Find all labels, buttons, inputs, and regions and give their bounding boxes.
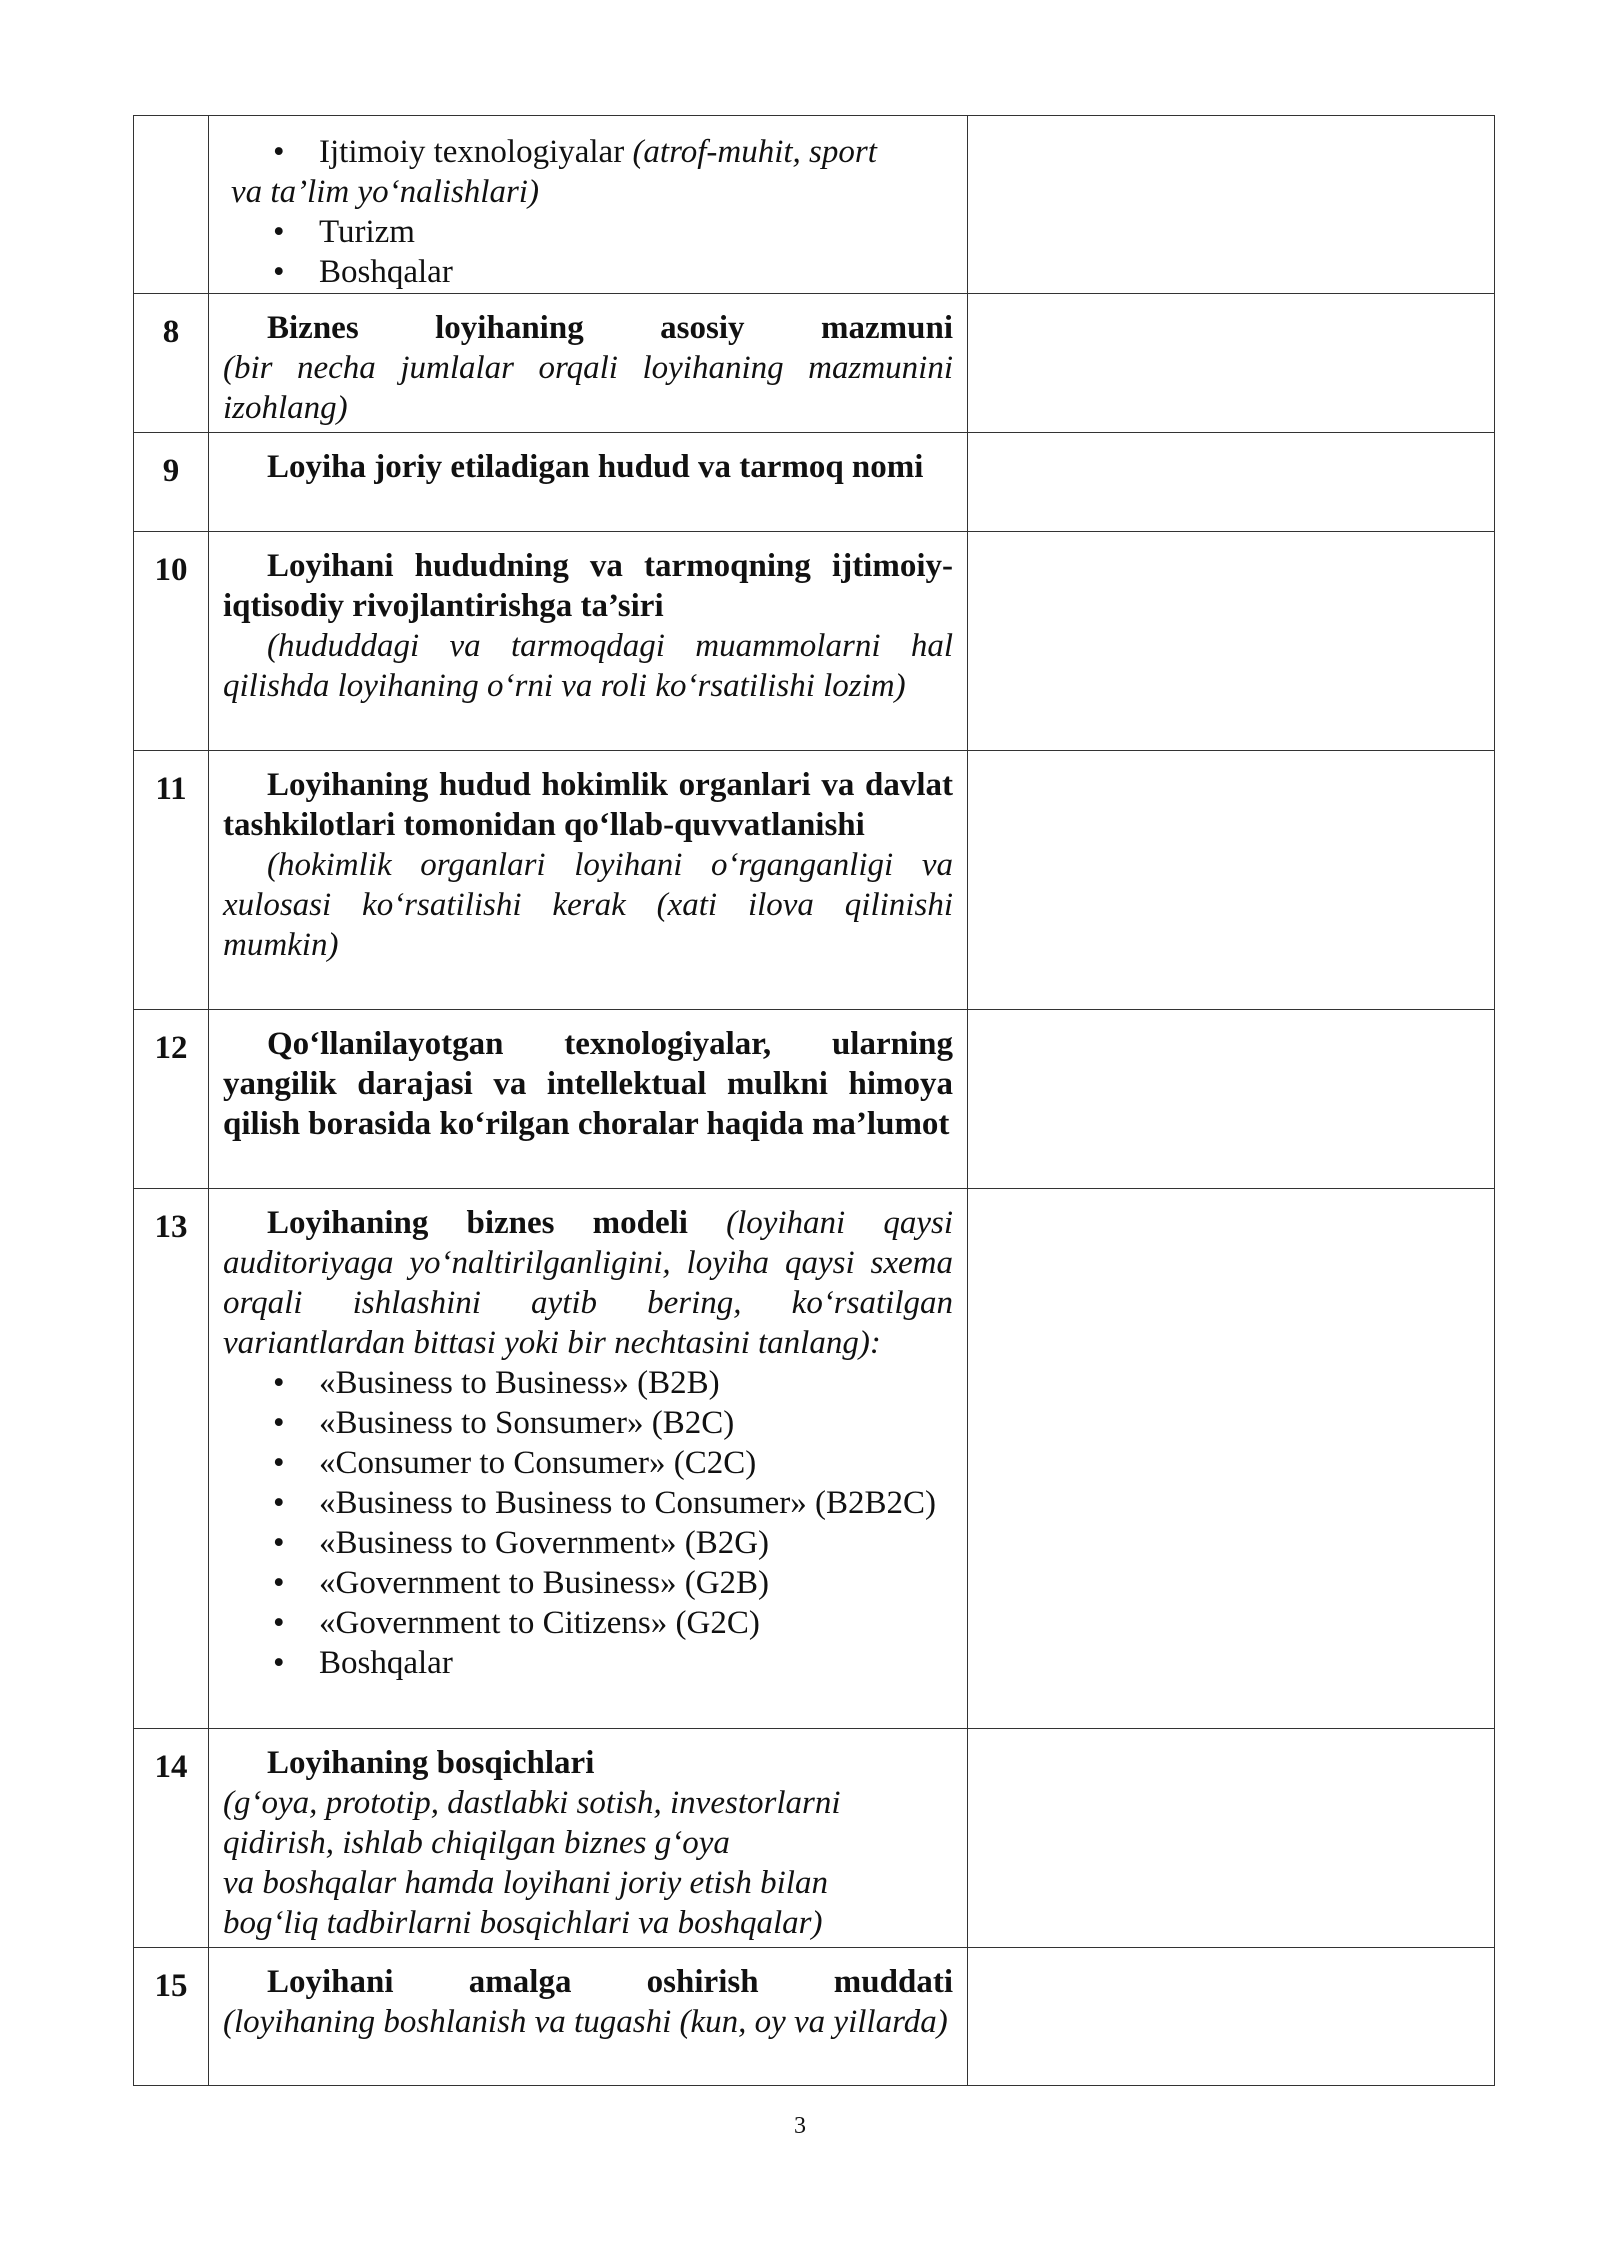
row-note-line: va boshqalar hamda loyihani joriy etish bilan <box>223 1865 828 1901</box>
row-content-cell <box>209 532 968 751</box>
bullet-icon: • <box>273 214 285 250</box>
row-note-line: (g‘oya, prototip, dastlabki sotish, investorlarni <box>223 1785 841 1821</box>
bullet-list <box>223 212 953 292</box>
bullet-icon: • <box>273 1405 285 1441</box>
table-row <box>134 751 1495 1010</box>
table-row <box>134 294 1495 433</box>
row-number-cell: 12 <box>134 1010 209 1189</box>
row-number-cell: 10 <box>134 532 209 751</box>
row-number-cell: 13 <box>134 1189 209 1729</box>
answer-cell[interactable] <box>968 1010 1495 1189</box>
row-title: Loyihaning hudud hokimlik organlari va davlat tashkilotlari tomonidan qo‘llab-quvvatlanishi <box>223 767 953 843</box>
row-content-cell <box>209 1189 968 1729</box>
row-content-cell <box>209 751 968 1010</box>
row-title: Loyihani amalga oshirish muddati <box>267 1964 953 2000</box>
bullet-list <box>223 132 953 172</box>
bullet-icon: • <box>273 1605 285 1641</box>
table-row <box>134 116 1495 294</box>
row-note-line: qidirish, ishlab chiqilgan biznes g‘oya <box>223 1825 730 1861</box>
row-number-cell: 14 <box>134 1729 209 1948</box>
document-page <box>133 115 1493 2086</box>
row-title: Qo‘llanilayotgan texnologiyalar, ularning yangilik darajasi va intellektual mulkni himoya qilish borasida ko‘rilgan choralar haqida ma’lumot <box>223 1026 953 1142</box>
answer-cell[interactable] <box>968 532 1495 751</box>
bullet-icon: • <box>273 1485 285 1521</box>
row-note: (bir necha jumlalar orqali loyihaning mazmunini izohlang) <box>223 350 953 426</box>
table-row <box>134 433 1495 532</box>
row-title: Loyihaning biznes modeli <box>267 1205 688 1241</box>
list-item: • Ijtimoiy texnologiyalar (atrof-muhit, sport <box>273 134 877 170</box>
row-note: (hokimlik organlari loyihani o‘rganganligi va xulosasi ko‘rsatilishi kerak (xati ilova qilinishi mumkin) <box>223 847 953 963</box>
answer-cell[interactable] <box>968 1189 1495 1729</box>
bullet-icon: • <box>273 134 285 170</box>
list-item: • «Government to Business» (G2B) <box>273 1565 770 1601</box>
bullet-icon: • <box>273 1525 285 1561</box>
table-row <box>134 532 1495 751</box>
row-note: (loyihaning boshlanish va tugashi (kun, oy va yillarda) <box>223 2004 948 2040</box>
answer-cell[interactable] <box>968 116 1495 294</box>
list-item: • «Business to Business» (B2B) <box>273 1365 720 1401</box>
answer-cell[interactable] <box>968 1948 1495 2086</box>
row-content-cell <box>209 433 968 532</box>
list-item: • «Consumer to Consumer» (C2C) <box>273 1445 757 1481</box>
row-title: Loyiha joriy etiladigan hudud va tarmoq nomi <box>267 449 924 485</box>
answer-cell[interactable] <box>968 751 1495 1010</box>
list-item: • «Business to Government» (B2G) <box>273 1525 770 1561</box>
row-title: Biznes loyihaning asosiy mazmuni <box>267 310 953 346</box>
answer-cell[interactable] <box>968 433 1495 532</box>
row-note: (hududdagi va tarmoqdagi muammolarni hal qilishda loyihaning o‘rni va roli ko‘rsatilishi lozim) <box>223 628 953 704</box>
table-row <box>134 1189 1495 1729</box>
list-item: • «Business to Business to Consumer» (B2B2C) <box>273 1485 936 1521</box>
list-item-continuation: va ta’lim yo‘nalishlari) <box>231 174 539 210</box>
row-content-cell <box>209 1948 968 2086</box>
bullet-icon: • <box>273 1645 285 1681</box>
row-number-cell <box>134 116 209 294</box>
answer-cell[interactable] <box>968 294 1495 433</box>
bullet-icon: • <box>273 1565 285 1601</box>
row-content-cell <box>209 1729 968 1948</box>
row-content-cell <box>209 116 968 294</box>
row-note-line: bog‘liq tadbirlarni bosqichlari va boshqalar) <box>223 1905 823 1941</box>
table-row <box>134 1010 1495 1189</box>
row-title: Loyihaning bosqichlari <box>267 1745 595 1781</box>
row-content-cell <box>209 1010 968 1189</box>
list-item: • Boshqalar <box>273 1645 453 1681</box>
table-row <box>134 1729 1495 1948</box>
list-item: • «Business to Sonsumer» (B2C) <box>273 1405 735 1441</box>
row-number-cell: 11 <box>134 751 209 1010</box>
row-number-cell: 8 <box>134 294 209 433</box>
business-model-options <box>223 1363 953 1683</box>
list-item: • Boshqalar <box>273 254 453 290</box>
list-item: • «Government to Citizens» (G2C) <box>273 1605 760 1641</box>
bullet-icon: • <box>273 254 285 290</box>
table-row <box>134 1948 1495 2086</box>
page-number: 3 <box>794 2113 806 2139</box>
bullet-icon: • <box>273 1445 285 1481</box>
row-content-cell <box>209 294 968 433</box>
answer-cell[interactable] <box>968 1729 1495 1948</box>
row-title: Loyihani hududning va tarmoqning ijtimoiy-iqtisodiy rivojlantirishga ta’siri <box>223 548 953 624</box>
bullet-icon: • <box>273 1365 285 1401</box>
row-number-cell: 15 <box>134 1948 209 2086</box>
row-number-cell: 9 <box>134 433 209 532</box>
list-item: • Turizm <box>273 214 415 250</box>
application-form-table <box>133 115 1495 2086</box>
row-note: (loyihani qaysi auditoriyaga yo‘naltirilganligini, loyiha qaysi sxema orqali ishlashini aytib bering, ko‘rsatilgan variantlardan bittasi yoki bir nechtasini tanlang): <box>223 1205 953 1361</box>
